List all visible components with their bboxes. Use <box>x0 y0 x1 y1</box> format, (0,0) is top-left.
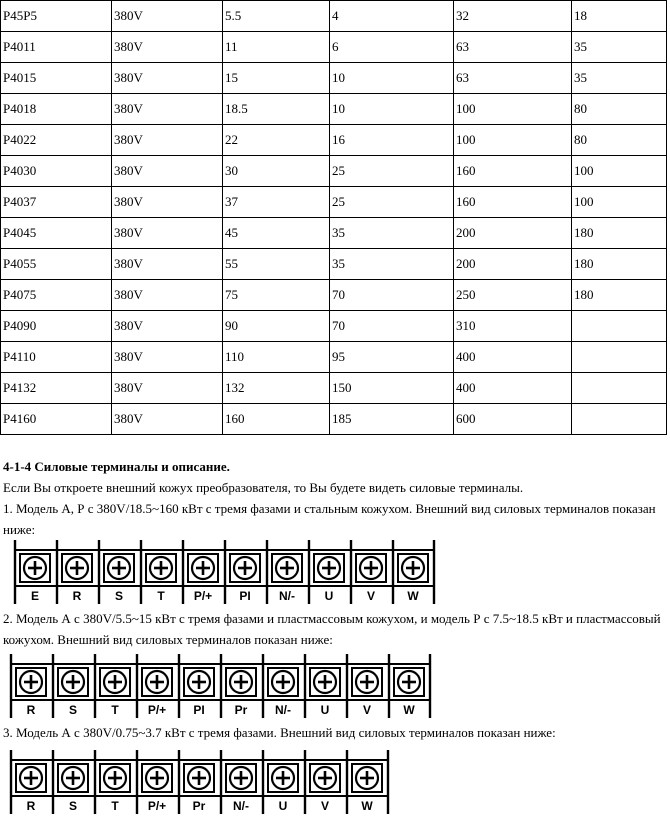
terminal-label: N/- <box>275 703 291 717</box>
table-row <box>1 63 667 94</box>
table-cell: 15 <box>223 63 330 94</box>
table-cell: 380V <box>112 125 223 156</box>
table-cell: 22 <box>223 125 330 156</box>
terminal-label: N/- <box>279 589 295 603</box>
table-cell: 380V <box>112 218 223 249</box>
table-cell: 380V <box>112 156 223 187</box>
table-cell: 200 <box>454 218 572 249</box>
terminal-label: U <box>278 799 288 813</box>
table-cell: 600 <box>454 404 572 435</box>
screw-icon <box>356 671 378 693</box>
item-3-block <box>3 722 667 743</box>
table-cell: 380V <box>112 32 223 63</box>
table-cell: P45P5 <box>1 1 112 32</box>
terminal-label: U <box>320 703 330 717</box>
table-cell: 4 <box>330 1 454 32</box>
table-cell: 90 <box>223 311 330 342</box>
table-cell: P4011 <box>1 32 112 63</box>
table-cell: 30 <box>223 156 330 187</box>
table-row <box>1 187 667 218</box>
terminal-label: P/+ <box>147 703 167 717</box>
table-cell: P4030 <box>1 156 112 187</box>
screw-icon <box>20 767 42 789</box>
screw-icon <box>272 671 294 693</box>
table-cell: 25 <box>330 156 454 187</box>
item-1-description: 1. Модель А, Р с 380V/18.5~160 кВт с тремя фазами и стальным кожухом. Внешний вид силовых терминалов показан ниже: <box>3 501 656 537</box>
table-cell: 310 <box>454 311 572 342</box>
table-cell: 110 <box>223 342 330 373</box>
screw-icon <box>230 767 252 789</box>
terminal-label: U <box>324 589 334 603</box>
table-cell: 380V <box>112 342 223 373</box>
table-cell: 132 <box>223 373 330 404</box>
terminal-label: W <box>407 589 419 603</box>
table-cell: 25 <box>330 187 454 218</box>
screw-icon <box>314 671 336 693</box>
screw-icon <box>360 557 382 579</box>
table-cell: 45 <box>223 218 330 249</box>
table-cell: 18 <box>572 1 667 32</box>
table-row <box>1 342 667 373</box>
screw-icon <box>402 557 424 579</box>
table-cell: 35 <box>572 63 667 94</box>
table-row <box>1 94 667 125</box>
table-cell: 380V <box>112 373 223 404</box>
terminal-label: W <box>403 703 415 717</box>
terminal-label: S <box>68 799 78 813</box>
screw-icon <box>188 671 210 693</box>
screw-icon <box>20 671 42 693</box>
terminal-strip-steel <box>14 538 439 604</box>
terminal-label: S <box>68 703 78 717</box>
terminal-label: N/- <box>233 799 249 813</box>
table-cell: 150 <box>330 373 454 404</box>
section-heading: 4-1-4 Силовые терминалы и описание. <box>3 459 230 474</box>
table-row <box>1 373 667 404</box>
screw-icon <box>62 767 84 789</box>
terminal-label: PI <box>193 703 205 717</box>
screw-icon <box>318 557 340 579</box>
table-row <box>1 32 667 63</box>
table-cell: 35 <box>330 249 454 280</box>
screw-icon <box>188 767 210 789</box>
table-cell: 400 <box>454 373 572 404</box>
screw-icon <box>356 767 378 789</box>
table-cell: 35 <box>330 218 454 249</box>
table-cell: 70 <box>330 311 454 342</box>
terminal-label: V <box>320 799 330 813</box>
table-cell: P4090 <box>1 311 112 342</box>
screw-icon <box>314 767 336 789</box>
terminal-label: Pr <box>192 799 206 813</box>
table-row <box>1 249 667 280</box>
table-cell: P4055 <box>1 249 112 280</box>
table-cell: 37 <box>223 187 330 218</box>
table-cell: 100 <box>572 187 667 218</box>
terminal-label: P/+ <box>147 799 167 813</box>
screw-icon <box>234 557 256 579</box>
terminals-section <box>3 456 667 540</box>
terminal-strip-plastic <box>10 652 430 718</box>
terminal-label: R <box>26 703 36 717</box>
table-cell: 35 <box>572 32 667 63</box>
screw-icon <box>104 671 126 693</box>
table-cell: 380V <box>112 63 223 94</box>
table-cell: 160 <box>454 187 572 218</box>
table-cell <box>572 404 667 435</box>
table-cell: 100 <box>454 94 572 125</box>
item-2-block <box>3 608 667 650</box>
table-cell: 250 <box>454 280 572 311</box>
screw-icon <box>108 557 130 579</box>
terminal-label: R <box>26 799 36 813</box>
screw-icon <box>146 767 168 789</box>
table-cell: 10 <box>330 94 454 125</box>
screw-icon <box>150 557 172 579</box>
table-cell: 380V <box>112 280 223 311</box>
table-cell: 10 <box>330 63 454 94</box>
screw-icon <box>24 557 46 579</box>
table-cell: 55 <box>223 249 330 280</box>
terminal-label: V <box>362 703 372 717</box>
terminal-label: Pr <box>234 703 248 717</box>
table-row <box>1 125 667 156</box>
table-row <box>1 280 667 311</box>
table-row <box>1 1 667 32</box>
terminal-label: R <box>72 589 82 603</box>
terminal-label: T <box>157 589 165 603</box>
table-cell: 11 <box>223 32 330 63</box>
table-cell: P4037 <box>1 187 112 218</box>
table-cell <box>572 342 667 373</box>
terminal-strip-small <box>10 748 395 814</box>
terminal-label: T <box>111 799 119 813</box>
table-cell: 380V <box>112 187 223 218</box>
table-cell: P4160 <box>1 404 112 435</box>
table-cell: 380V <box>112 311 223 342</box>
table-cell: 180 <box>572 218 667 249</box>
table-cell: P4075 <box>1 280 112 311</box>
screw-icon <box>276 557 298 579</box>
terminal-label: PI <box>239 589 251 603</box>
table-cell: 63 <box>454 63 572 94</box>
table-cell: 75 <box>223 280 330 311</box>
table-row <box>1 311 667 342</box>
screw-icon <box>146 671 168 693</box>
table-cell: 200 <box>454 249 572 280</box>
section-intro: Если Вы откроете внешний кожух преобразователя, то Вы будете видеть силовые терминалы. <box>3 480 524 495</box>
screw-icon <box>230 671 252 693</box>
table-cell: P4132 <box>1 373 112 404</box>
table-cell: P4110 <box>1 342 112 373</box>
terminal-label: W <box>361 799 373 813</box>
table-cell: 380V <box>112 249 223 280</box>
screw-icon <box>66 557 88 579</box>
table-cell: P4018 <box>1 94 112 125</box>
screw-icon <box>62 671 84 693</box>
screw-icon <box>272 767 294 789</box>
terminal-label: E <box>30 589 40 603</box>
table-cell: 160 <box>454 156 572 187</box>
table-cell <box>572 311 667 342</box>
terminal-label: V <box>366 589 376 603</box>
table-cell: 100 <box>454 125 572 156</box>
table-cell: 70 <box>330 280 454 311</box>
table-cell <box>572 373 667 404</box>
terminal-label: P/+ <box>193 589 213 603</box>
table-row <box>1 156 667 187</box>
table-cell: 180 <box>572 280 667 311</box>
table-cell: 185 <box>330 404 454 435</box>
terminal-label: S <box>114 589 124 603</box>
table-cell: 380V <box>112 1 223 32</box>
table-cell: 63 <box>454 32 572 63</box>
table-cell: P4015 <box>1 63 112 94</box>
table-cell: 100 <box>572 156 667 187</box>
screw-icon <box>192 557 214 579</box>
table-cell: 6 <box>330 32 454 63</box>
item-2-description: 2. Модель А с 380V/5.5~15 кВт с тремя фазами и пластмассовым кожухом, и модель Р с 7.5~18.5 кВт и пластмассовый кожухом. Внешний вид силовых терминалов показан ниже: <box>3 611 661 647</box>
table-cell: 180 <box>572 249 667 280</box>
table-cell: 16 <box>330 125 454 156</box>
screw-icon <box>104 767 126 789</box>
table-row <box>1 404 667 435</box>
table-cell: 95 <box>330 342 454 373</box>
table-cell: 18.5 <box>223 94 330 125</box>
screw-icon <box>398 671 420 693</box>
table-cell: 5.5 <box>223 1 330 32</box>
table-cell: 400 <box>454 342 572 373</box>
terminal-label: T <box>111 703 119 717</box>
table-cell: 380V <box>112 404 223 435</box>
table-cell: 80 <box>572 94 667 125</box>
table-cell: 80 <box>572 125 667 156</box>
table-cell: 160 <box>223 404 330 435</box>
table-cell: 380V <box>112 94 223 125</box>
item-3-description: 3. Модель А с 380V/0.75~3.7 кВт с тремя фазами. Внешний вид силовых терминалов показан ниже: <box>3 725 556 740</box>
table-cell: 32 <box>454 1 572 32</box>
table-row <box>1 218 667 249</box>
table-cell: P4045 <box>1 218 112 249</box>
table-cell: P4022 <box>1 125 112 156</box>
